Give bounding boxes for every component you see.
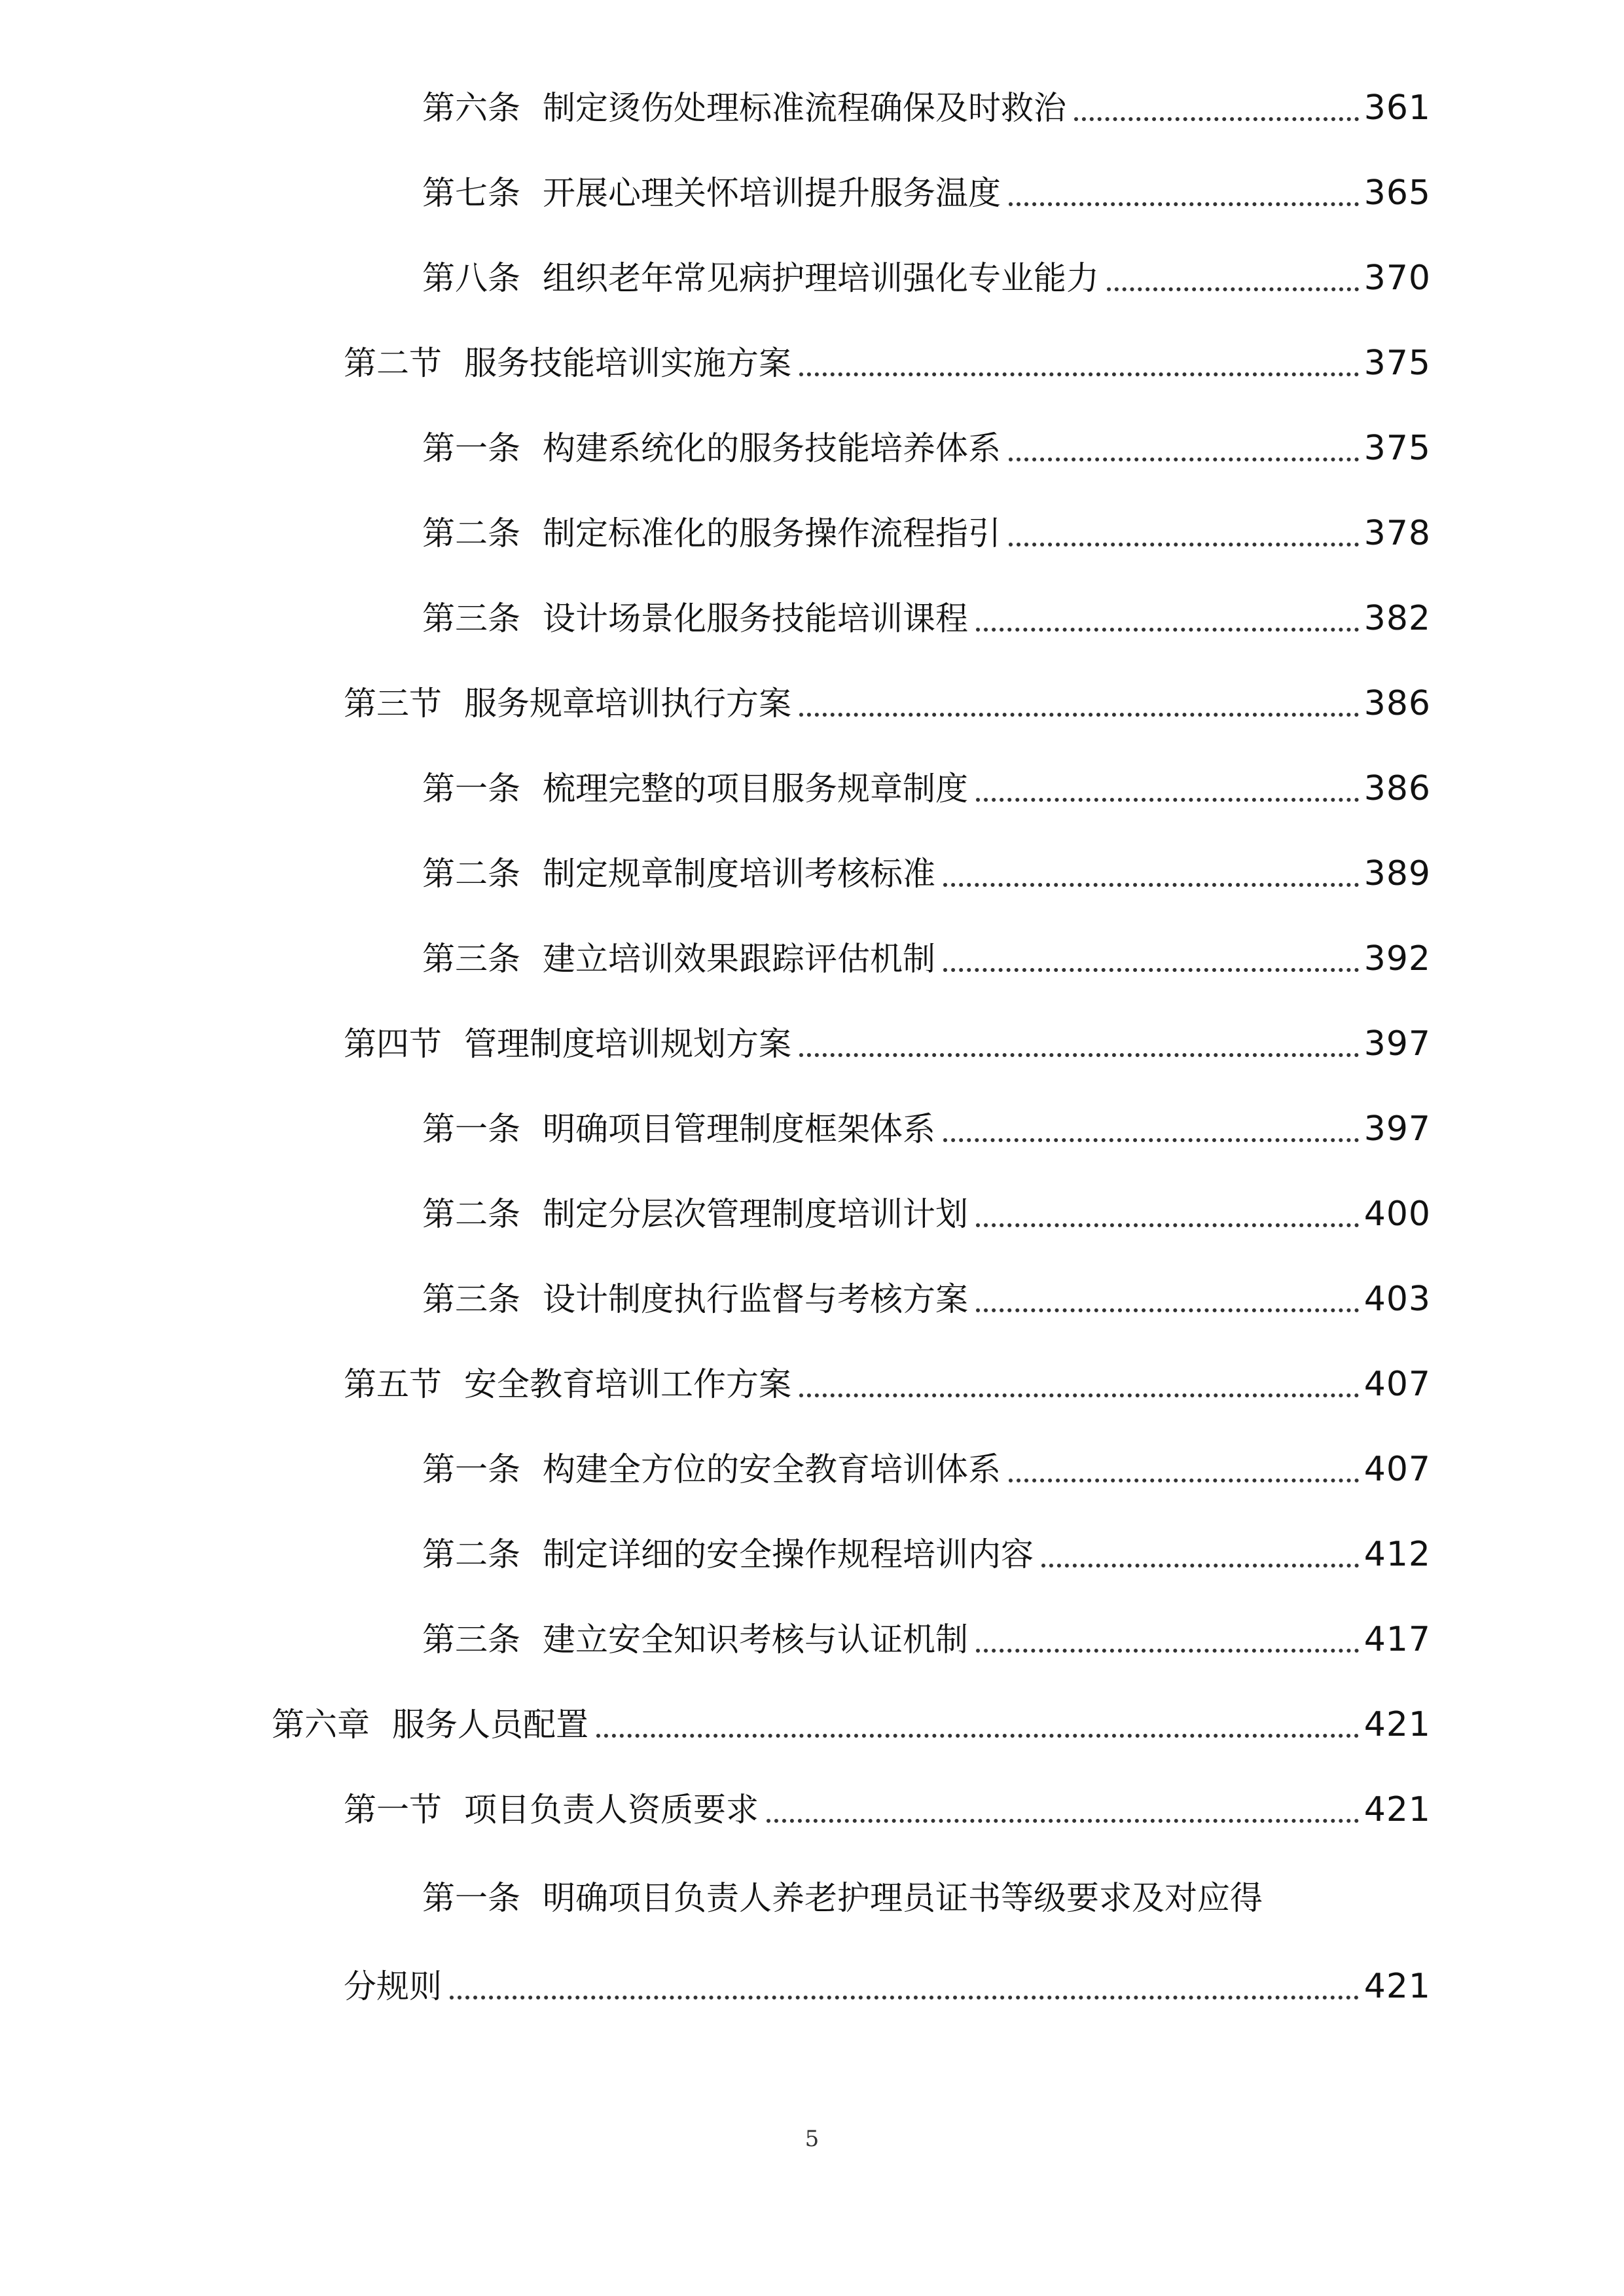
toc-entry-number: 第六章 bbox=[272, 1706, 370, 1744]
dot-leader bbox=[767, 1777, 1359, 1842]
dot-leader bbox=[976, 756, 1359, 821]
toc-entry-number: 第三条 bbox=[422, 1280, 520, 1318]
toc-entry-number: 第一节 bbox=[344, 1791, 442, 1829]
toc-entry[interactable] bbox=[344, 1352, 1431, 1417]
toc-entry[interactable] bbox=[344, 1777, 1431, 1842]
toc-entry[interactable] bbox=[422, 160, 1431, 226]
toc-entry-number: 第三条 bbox=[422, 940, 520, 978]
toc-entry-page: 378 bbox=[1363, 514, 1431, 553]
toc-entry-title: 制定规章制度培训考核标准 bbox=[543, 855, 935, 893]
dot-leader bbox=[1107, 245, 1359, 311]
toc-entry-title: 组织老年常见病护理培训强化专业能力 bbox=[543, 259, 1099, 297]
toc-entry-page: 375 bbox=[1363, 344, 1431, 383]
toc-entry-title: 设计场景化服务技能培训课程 bbox=[543, 600, 968, 637]
toc-entry-page: 417 bbox=[1363, 1620, 1431, 1659]
dot-leader bbox=[976, 1607, 1359, 1672]
toc-entry-page: 392 bbox=[1363, 939, 1431, 978]
toc-entry-page: 386 bbox=[1363, 684, 1431, 723]
toc-entry-page: 407 bbox=[1363, 1365, 1431, 1404]
toc-entry-title: 建立培训效果跟踪评估机制 bbox=[543, 940, 935, 978]
toc-entry-number: 第三节 bbox=[344, 685, 442, 723]
toc-entry-number: 第二节 bbox=[344, 344, 442, 382]
toc-entry-number: 第一条 bbox=[422, 1110, 520, 1148]
toc-entry-title: 开展心理关怀培训提升服务温度 bbox=[543, 174, 1001, 212]
toc-entry[interactable] bbox=[422, 1437, 1431, 1502]
toc-entry[interactable] bbox=[272, 1692, 1431, 1757]
toc-entry[interactable] bbox=[422, 416, 1431, 481]
toc-entry-title: 服务规章培训执行方案 bbox=[464, 685, 791, 723]
toc-entry-number: 第六条 bbox=[422, 89, 520, 127]
toc-entry-number: 第五节 bbox=[344, 1365, 442, 1403]
toc-entry-number: 第三条 bbox=[422, 600, 520, 637]
toc-entry-number: 第二条 bbox=[422, 855, 520, 893]
toc-entry-page: 403 bbox=[1363, 1280, 1431, 1319]
toc-entry-title: 分规则 bbox=[344, 1967, 442, 2005]
dot-leader bbox=[943, 841, 1359, 906]
toc-entry-page: 397 bbox=[1363, 1024, 1431, 1064]
toc-entry-title: 建立安全知识考核与认证机制 bbox=[543, 1621, 968, 1659]
toc-entry[interactable] bbox=[422, 75, 1431, 141]
toc-entry-number: 第二条 bbox=[422, 1195, 520, 1233]
toc-entry-number: 第八条 bbox=[422, 259, 520, 297]
toc-entry-title: 服务技能培训实施方案 bbox=[464, 344, 791, 382]
dot-leader bbox=[976, 1266, 1359, 1332]
toc-entry-number: 第一条 bbox=[422, 770, 520, 808]
toc-entry-title: 明确项目负责人养老护理员证书等级要求及对应得 bbox=[543, 1879, 1263, 1917]
page-number: 5 bbox=[804, 2126, 820, 2152]
dot-leader bbox=[943, 926, 1359, 992]
toc-entry-page: 365 bbox=[1363, 173, 1431, 213]
toc-entry-continuation[interactable] bbox=[344, 1954, 1431, 2019]
toc-entry-page: 421 bbox=[1363, 1705, 1431, 1744]
dot-leader bbox=[976, 586, 1359, 651]
dot-leader bbox=[1009, 160, 1359, 226]
dot-leader bbox=[799, 1011, 1359, 1077]
toc-entry-page: 375 bbox=[1363, 429, 1431, 468]
toc-entry-page: 421 bbox=[1363, 1967, 1431, 2006]
dot-leader bbox=[1041, 1522, 1359, 1587]
dot-leader bbox=[943, 1096, 1359, 1162]
toc-entry-number: 第一条 bbox=[422, 429, 520, 467]
dot-leader bbox=[799, 331, 1359, 396]
toc-entry-title: 安全教育培训工作方案 bbox=[464, 1365, 791, 1403]
toc-entry[interactable] bbox=[422, 1266, 1431, 1332]
toc-entry-title: 项目负责人资质要求 bbox=[464, 1791, 759, 1829]
toc-entry[interactable] bbox=[422, 1181, 1431, 1247]
dot-leader bbox=[596, 1692, 1359, 1757]
dot-leader bbox=[1009, 1437, 1359, 1502]
toc-entry-page: 370 bbox=[1363, 259, 1431, 298]
dot-leader bbox=[799, 671, 1359, 736]
toc-entry-title: 设计制度执行监督与考核方案 bbox=[543, 1280, 968, 1318]
dot-leader bbox=[1009, 501, 1359, 566]
dot-leader bbox=[1074, 75, 1359, 141]
toc-entry-number: 第一条 bbox=[422, 1879, 520, 1917]
toc-entry-page: 382 bbox=[1363, 599, 1431, 638]
toc-entry[interactable] bbox=[344, 331, 1431, 396]
toc-entry-page: 400 bbox=[1363, 1194, 1431, 1234]
toc-entry[interactable] bbox=[344, 671, 1431, 736]
dot-leader bbox=[1009, 416, 1359, 481]
toc-entry[interactable] bbox=[344, 1011, 1431, 1077]
toc-entry-number: 第二条 bbox=[422, 514, 520, 552]
toc-entry[interactable] bbox=[422, 926, 1431, 992]
toc-entry-number: 第七条 bbox=[422, 174, 520, 212]
toc-entry-page: 361 bbox=[1363, 88, 1431, 128]
toc-entry-title: 管理制度培训规划方案 bbox=[464, 1025, 791, 1063]
toc-entry-title: 服务人员配置 bbox=[392, 1706, 588, 1744]
toc-entry-title: 构建系统化的服务技能培养体系 bbox=[543, 429, 1001, 467]
toc-entry-title: 制定烫伤处理标准流程确保及时救治 bbox=[543, 89, 1066, 127]
dot-leader bbox=[976, 1181, 1359, 1247]
toc-entry-title: 明确项目管理制度框架体系 bbox=[543, 1110, 935, 1148]
toc-entry[interactable] bbox=[422, 1865, 1431, 1931]
toc-entry-number: 第一条 bbox=[422, 1450, 520, 1488]
toc-entry[interactable] bbox=[422, 501, 1431, 566]
toc-entry[interactable] bbox=[422, 1522, 1431, 1587]
toc-entry-number: 第四节 bbox=[344, 1025, 442, 1063]
toc-entry-page: 397 bbox=[1363, 1109, 1431, 1149]
toc-entry[interactable] bbox=[422, 841, 1431, 906]
dot-leader bbox=[799, 1352, 1359, 1417]
toc-entry-title: 梳理完整的项目服务规章制度 bbox=[543, 770, 968, 808]
toc-entry-page: 412 bbox=[1363, 1535, 1431, 1574]
toc-entry-page: 421 bbox=[1363, 1790, 1431, 1829]
toc-entry-title: 制定详细的安全操作规程培训内容 bbox=[543, 1535, 1034, 1573]
toc-entry[interactable] bbox=[422, 756, 1431, 821]
toc-entry-title: 制定分层次管理制度培训计划 bbox=[543, 1195, 968, 1233]
toc-entry-title: 构建全方位的安全教育培训体系 bbox=[543, 1450, 1001, 1488]
toc-entry-title: 制定标准化的服务操作流程指引 bbox=[543, 514, 1001, 552]
toc-entry-page: 386 bbox=[1363, 769, 1431, 808]
toc-entry[interactable] bbox=[422, 1096, 1431, 1162]
toc-entry[interactable] bbox=[422, 245, 1431, 311]
toc-entry[interactable] bbox=[422, 586, 1431, 651]
toc-entry[interactable] bbox=[422, 1607, 1431, 1672]
toc-entry-number: 第三条 bbox=[422, 1621, 520, 1659]
dot-leader bbox=[450, 1954, 1359, 2019]
toc-entry-page: 407 bbox=[1363, 1450, 1431, 1489]
toc-entry-number: 第二条 bbox=[422, 1535, 520, 1573]
toc-entry-page: 389 bbox=[1363, 854, 1431, 893]
